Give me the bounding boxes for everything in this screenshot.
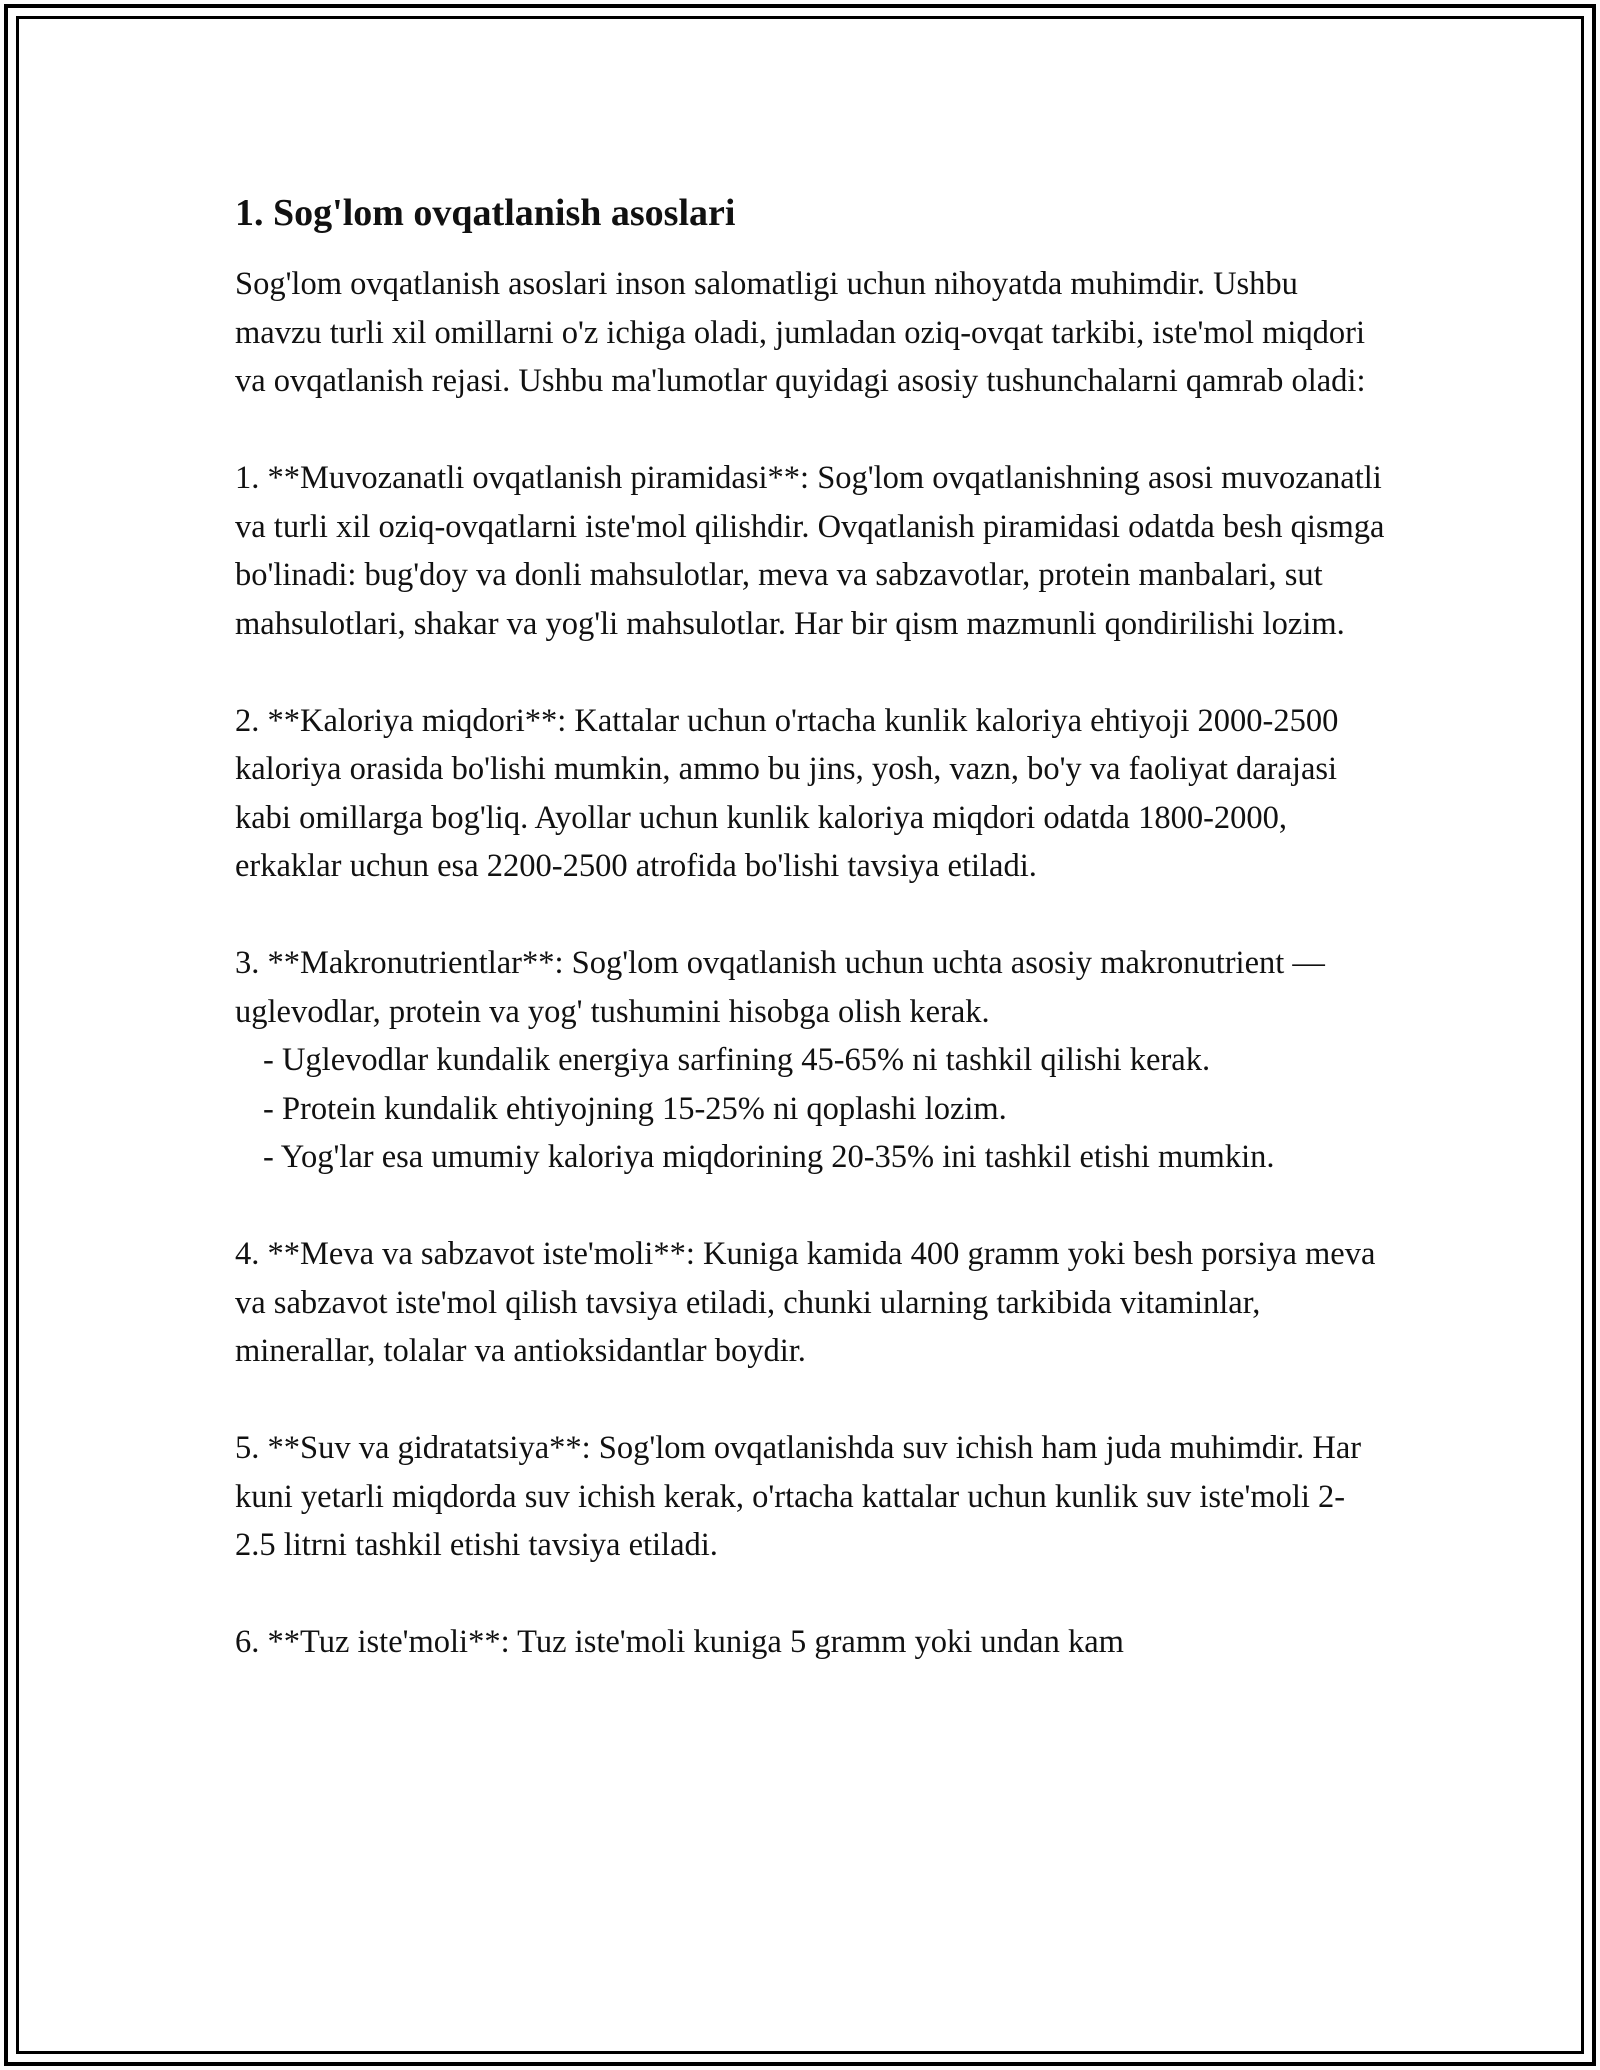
- document-title: 1. Sog'lom ovqatlanish asoslari: [235, 192, 736, 234]
- list-item-3-sub-3-text: - Yog'lar esa umumiy kaloriya miqdorining 20-35% ini tashkil etishi mumkin.: [263, 1139, 1275, 1175]
- list-item-1: 1. **Muvozanatli ovqatlanish piramidasi**: Sog'lom ovqatlanishning asosi muvozanatli va turli xil oziq-ovqatlarni iste'mol qilishdir. Ovqatlanish piramidasi odatda besh qismga bo'linadi: bug'doy va donli mahsulotlar, meva va sabzavotlar, protein manbalari, sut mahsulotlari, shakar va yog'li mahsulotlar. Har bir qism mazmunli qondirilishi lozim.: [235, 460, 1385, 642]
- list-item-6: 6. **Tuz iste'moli**: Tuz iste'moli kuniga 5 gramm yoki undan kam: [235, 1624, 1124, 1660]
- list-item-5: 5. **Suv va gidratatsiya**: Sog'lom ovqatlanishda suv ichish ham juda muhimdir. Har kuni yetarli miqdorda suv ichish kerak, o'rtacha kattalar uchun kunlik suv iste'moli 2-2.5 litrni tashkil etishi tavsiya etiladi.: [235, 1430, 1362, 1563]
- list-item-3-text: 3. **Makronutrientlar**: Sog'lom ovqatlanish uchun uchta asosiy makronutrient — uglevodlar, protein va yog' tushumini hisobga olish kerak.: [235, 945, 1325, 1030]
- list-item-3: [235, 939, 1385, 1182]
- document-body: [235, 188, 1385, 1715]
- list-item-4: 4. **Meva va sabzavot iste'moli**: Kuniga kamida 400 gramm yoki besh porsiya meva va sabzavot iste'mol qilish tavsiya etiladi, chunki ularning tarkibida vitaminlar, minerallar, tolalar va antioksidantlar boydir.: [235, 1236, 1376, 1369]
- list-item-3-sub-2: - Protein kundalik ehtiyojning 15-25% ni qoplashi lozim.: [263, 1090, 1007, 1127]
- list-item-3-sub-3: [235, 1133, 1385, 1182]
- intro-paragraph: Sog'lom ovqatlanish asoslari inson salomatligi uchun nihoyatda muhimdir. Ushbu mavzu turli xil omillarni o'z ichiga oladi, jumladan oziq-ovqat tarkibi, iste'mol miqdori va ovqatlanish rejasi. Ushbu ma'lumotlar quyidagi asosiy tushunchalarni qamrab oladi:: [235, 266, 1366, 399]
- list-item-3-sub-1: - Uglevodlar kundalik energiya sarfining 45-65% ni tashkil qilishi kerak.: [263, 1042, 1211, 1078]
- list-item-2: 2. **Kaloriya miqdori**: Kattalar uchun o'rtacha kunlik kaloriya ehtiyoji 2000-2500 kaloriya orasida bo'lishi mumkin, ammo bu jins, yosh, vazn, bo'y va faoliyat darajasi kabi omillarga bog'liq. Ayollar uchun kunlik kaloriya miqdori odatda 1800-2000, erkaklar uchun esa 2200-2500 atrofida bo'lishi tavsiya etiladi.: [235, 702, 1339, 884]
